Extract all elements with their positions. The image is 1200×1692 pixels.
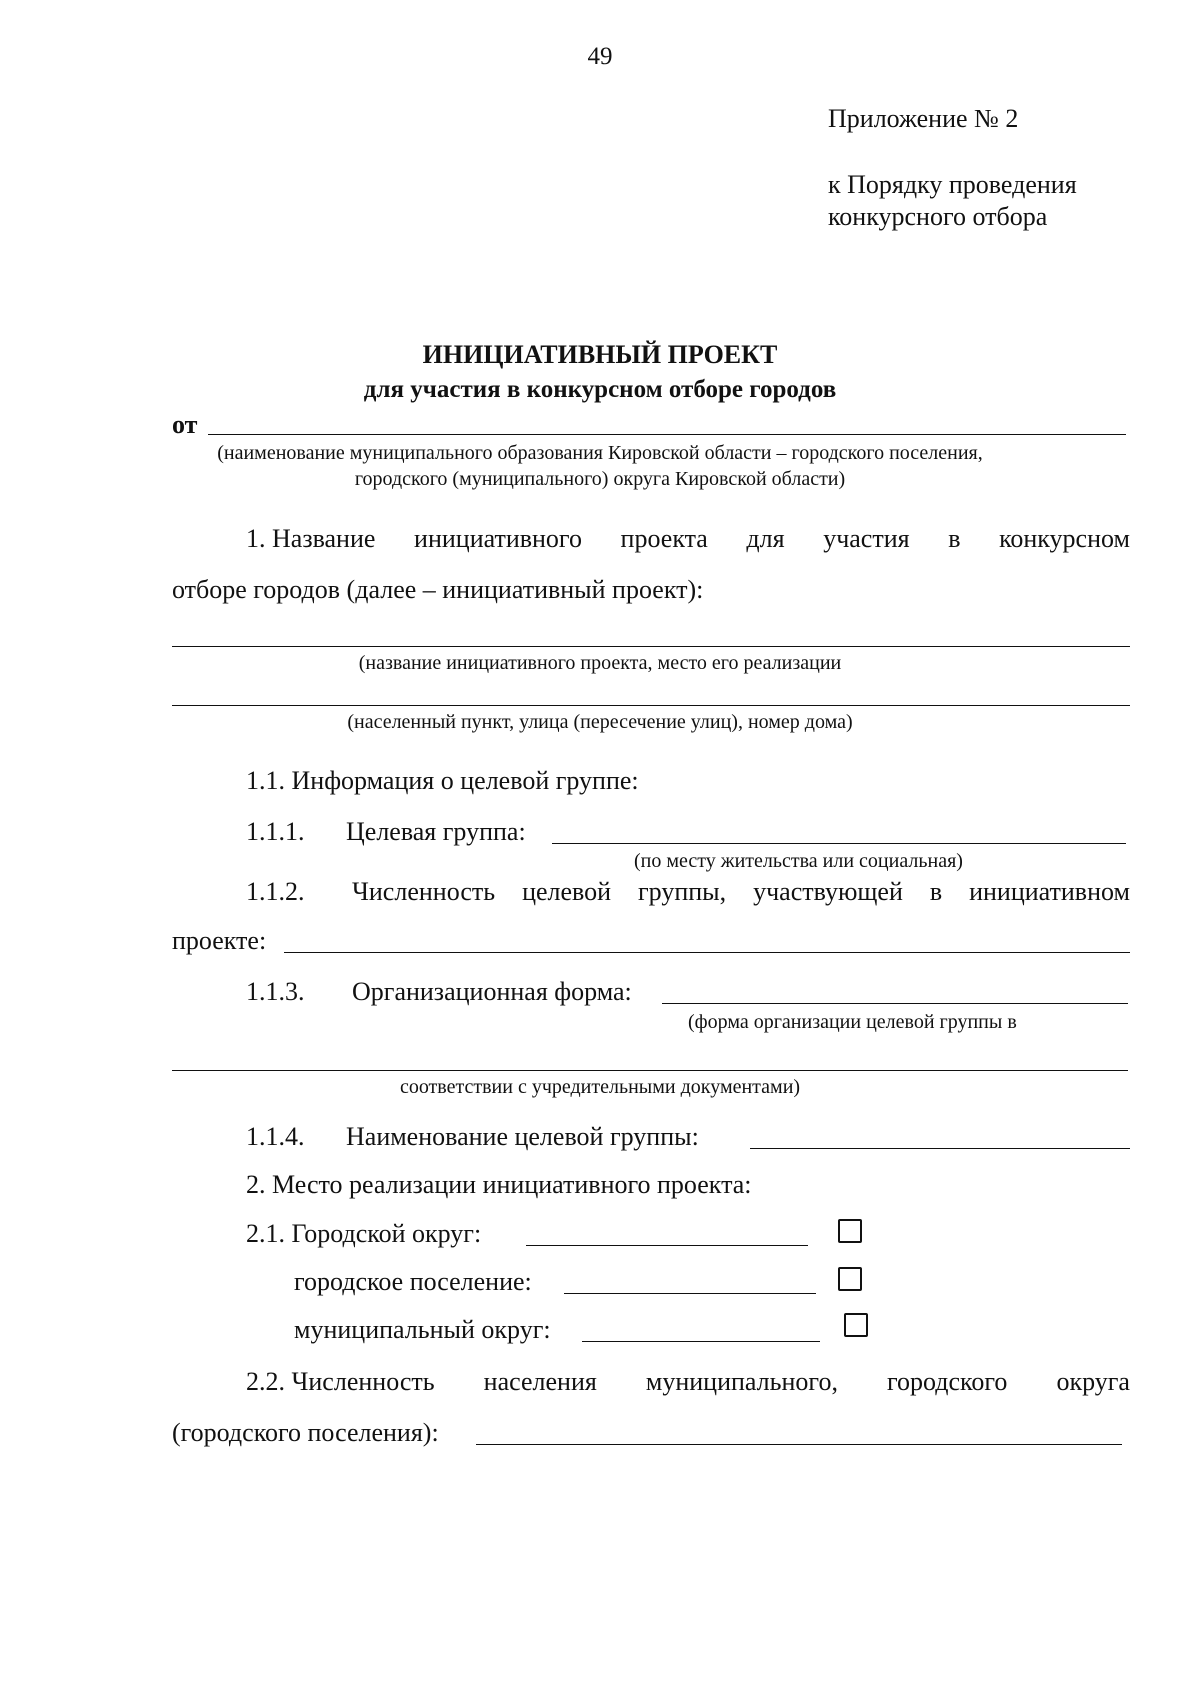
- item-1-1-2-word: инициативном: [969, 877, 1130, 906]
- project-location-underline: [172, 705, 1130, 706]
- item-1-1-3-number: 1.1.3.: [246, 977, 305, 1006]
- item-2-2-line2: (городского поселения):: [172, 1418, 439, 1447]
- section2-title: 2. Место реализации инициативного проекта:: [246, 1170, 752, 1199]
- urban-settlement-checkbox[interactable]: [838, 1267, 862, 1291]
- item-1-1-2-word: участвующей: [753, 877, 903, 906]
- organization-form-caption2: соответствии с учредительными документами): [399, 1076, 801, 1098]
- item-1-1-4-number: 1.1.4.: [246, 1122, 305, 1151]
- target-group-underline: [552, 843, 1126, 844]
- target-group-field[interactable]: [552, 813, 1126, 843]
- municipality-name-field[interactable]: [208, 404, 1126, 434]
- city-district-underline: [526, 1245, 808, 1246]
- population-field[interactable]: [476, 1414, 1122, 1444]
- municipality-caption-line2: городского (муниципального) округа Кировской области): [354, 468, 846, 490]
- item-2-1c-label: муниципальный округ:: [294, 1315, 551, 1344]
- municipal-district-checkbox[interactable]: [844, 1313, 868, 1337]
- organization-form-caption1: (форма организации целевой группы в: [688, 1011, 1017, 1033]
- item-2-2-word: городского: [887, 1367, 1008, 1396]
- item-1-1-2-line1: [352, 877, 1130, 907]
- section1-word: в: [948, 524, 961, 553]
- item-1-1-1-number: 1.1.1.: [246, 817, 305, 846]
- target-group-size-field[interactable]: [284, 922, 1130, 952]
- project-name-caption: (название инициативного проекта, место его реализации: [358, 652, 842, 674]
- appendix-line2: конкурсного отбора: [828, 202, 1048, 231]
- item-1-1-2-word: в: [929, 877, 943, 906]
- appendix-title: Приложение № 2: [828, 104, 1019, 133]
- project-location-field[interactable]: [172, 675, 1130, 705]
- section1-word: участия: [823, 524, 910, 553]
- item-2-2-line1: [246, 1367, 1130, 1397]
- target-group-name-underline: [750, 1148, 1130, 1149]
- project-name-field[interactable]: [172, 616, 1130, 646]
- organization-form-field-2[interactable]: [172, 1040, 1128, 1070]
- item-2-2-word: округа: [1056, 1367, 1130, 1396]
- municipal-district-field[interactable]: [582, 1311, 820, 1341]
- item-1-1-2-word: целевой: [522, 877, 612, 906]
- target-group-size-underline: [284, 952, 1130, 953]
- section1-word: 1. Название: [246, 524, 376, 553]
- population-underline: [476, 1444, 1122, 1445]
- city-district-checkbox[interactable]: [838, 1219, 862, 1243]
- urban-settlement-field[interactable]: [564, 1263, 816, 1293]
- item-2-2-word: населения: [483, 1367, 597, 1396]
- item-1-1-1-label: Целевая группа:: [346, 817, 526, 846]
- item-2-1-label: 2.1. Городской округ:: [246, 1219, 482, 1248]
- target-group-name-field[interactable]: [750, 1118, 1130, 1148]
- item-1-1-3-label: Организационная форма:: [352, 977, 632, 1006]
- item-1-1-2-line2: проекте:: [172, 926, 267, 955]
- section1-word: конкурсном: [999, 524, 1130, 553]
- organization-form-field[interactable]: [662, 973, 1128, 1003]
- urban-settlement-underline: [564, 1293, 816, 1294]
- section1-line2: отборе городов (далее – инициативный проект):: [172, 575, 704, 604]
- section1-line1: [246, 524, 1130, 554]
- item-1-1-2-number: 1.1.2.: [246, 877, 305, 906]
- project-location-caption: (населенный пункт, улица (пересечение улиц), номер дома): [347, 711, 853, 733]
- item-2-1b-label: городское поселение:: [294, 1267, 532, 1296]
- document-title: ИНИЦИАТИВНЫЙ ПРОЕКТ: [422, 340, 778, 369]
- project-name-underline: [172, 646, 1130, 647]
- organization-form-underline: [662, 1003, 1128, 1004]
- section1-word: инициативного: [414, 524, 582, 553]
- municipal-district-underline: [582, 1341, 820, 1342]
- from-label: от: [172, 410, 198, 439]
- item-1-1-2-word: группы,: [638, 877, 727, 906]
- city-district-field[interactable]: [526, 1215, 808, 1245]
- appendix-line1: к Порядку проведения: [828, 170, 1077, 199]
- document-subtitle: для участия в конкурсном отборе городов: [363, 376, 837, 403]
- section1-1-title: 1.1. Информация о целевой группе:: [246, 766, 639, 795]
- item-2-2-word: муниципального,: [645, 1367, 838, 1396]
- section1-word: проекта: [620, 524, 708, 553]
- target-group-caption: (по месту жительства или социальная): [634, 850, 963, 872]
- section1-word: для: [746, 524, 785, 553]
- item-1-1-4-label: Наименование целевой группы:: [346, 1122, 699, 1151]
- item-2-2-word: 2.2. Численность: [246, 1367, 435, 1396]
- municipality-underline: [208, 434, 1126, 435]
- item-1-1-2-word: Численность: [352, 877, 496, 906]
- page-number: 49: [587, 43, 613, 70]
- municipality-caption-line1: (наименование муниципального образования Кировской области – городского поселения,: [217, 442, 983, 464]
- organization-form-underline-2: [172, 1070, 1128, 1071]
